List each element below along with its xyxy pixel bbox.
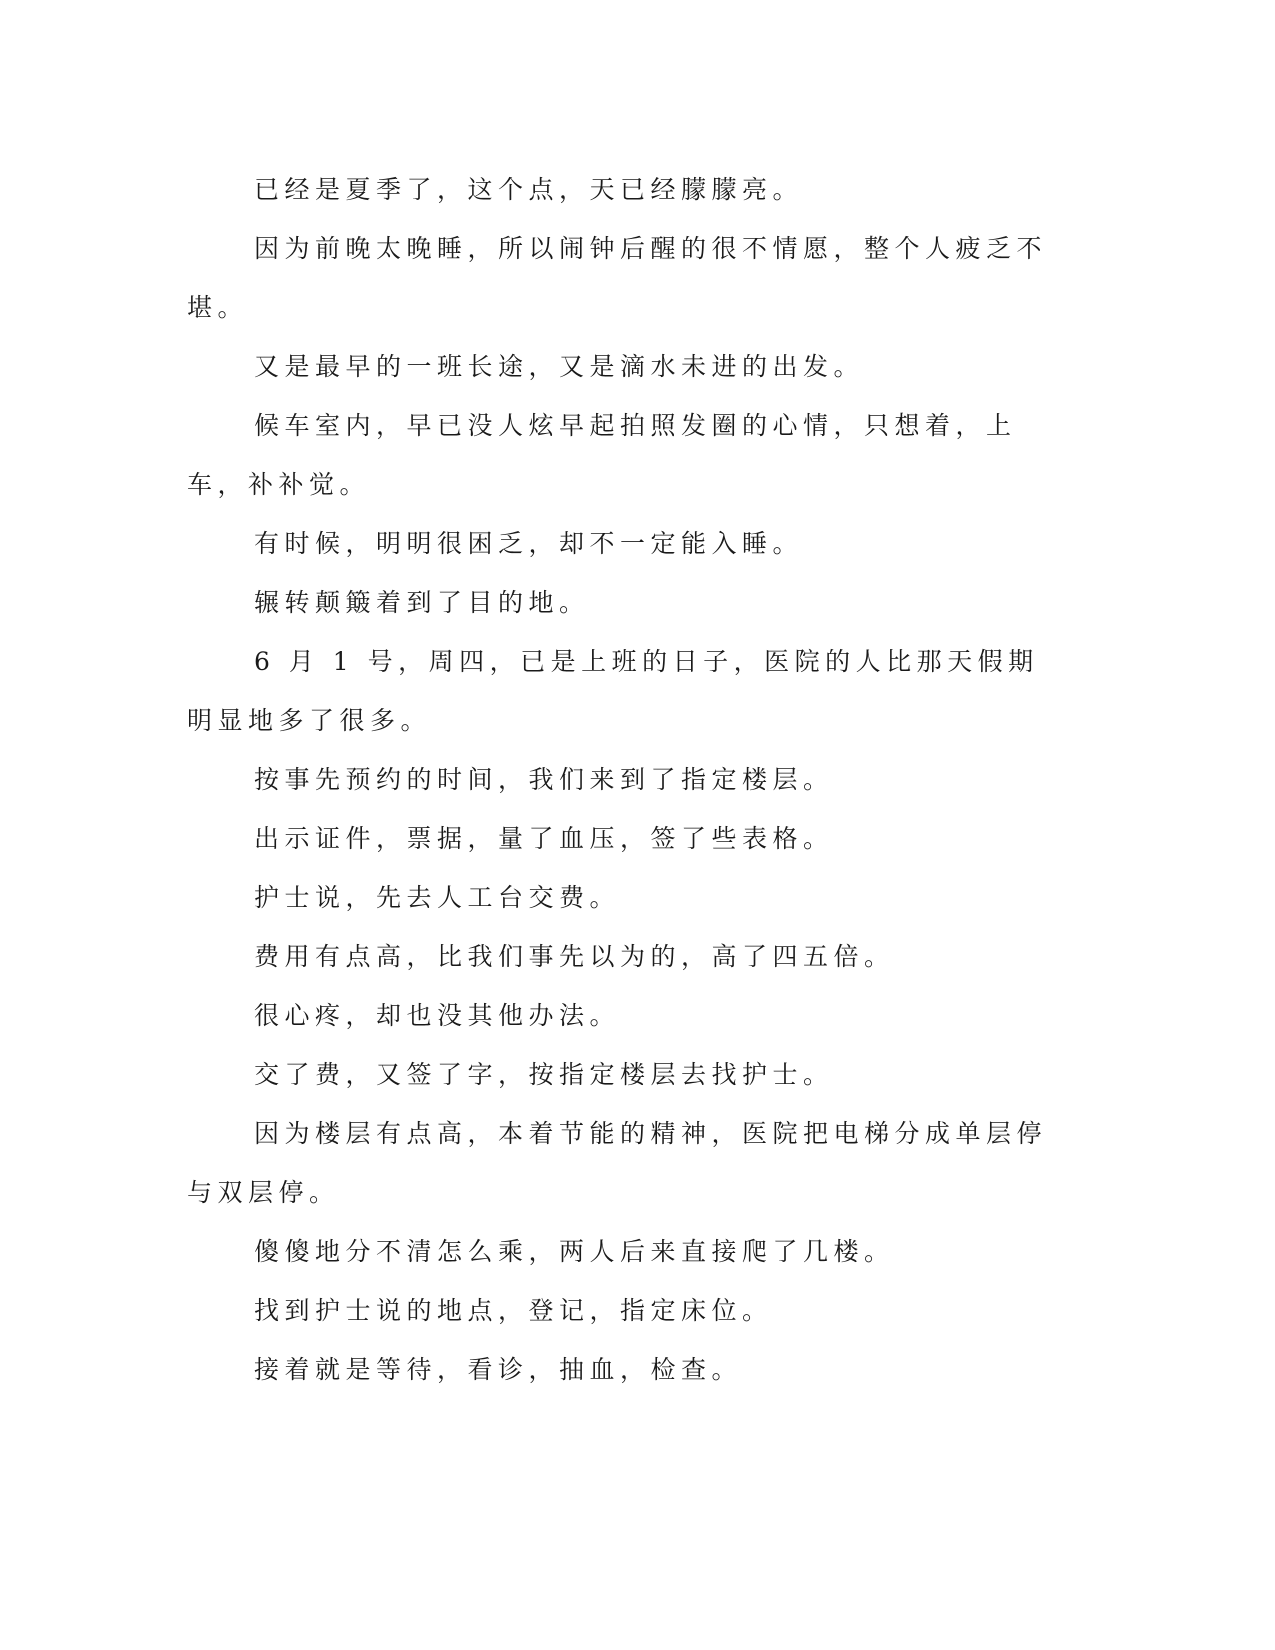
paragraph-16: 找到护士说的地点，登记，指定床位。 xyxy=(254,1296,773,1325)
paragraph-4: 候车室内，早已没人炫早起拍照发圈的心情，只想着，上车，补补觉。 xyxy=(187,411,1017,499)
paragraph-11: 费用有点高，比我们事先以为的，高了四五倍。 xyxy=(254,942,895,971)
paragraph-12: 很心疼，却也没其他办法。 xyxy=(254,1001,621,1030)
paragraph-15: 傻傻地分不清怎么乘，两人后来直接爬了几楼。 xyxy=(254,1237,895,1266)
document-body xyxy=(187,160,1067,1399)
paragraph-6: 辗转颠簸着到了目的地。 xyxy=(254,588,590,617)
paragraph-2: 因为前晚太晚睡，所以闹钟后醒的很不情愿，整个人疲乏不堪。 xyxy=(187,234,1048,322)
paragraph-7: 6 月 1 号，周四，已是上班的日子，医院的人比那天假期明显地多了很多。 xyxy=(187,647,1039,735)
paragraph-1: 已经是夏季了，这个点，天已经朦朦亮。 xyxy=(254,175,804,204)
paragraph-13: 交了费，又签了字，按指定楼层去找护士。 xyxy=(254,1060,834,1089)
paragraph-5: 有时候，明明很困乏，却不一定能入睡。 xyxy=(254,529,804,558)
paragraph-14: 因为楼层有点高，本着节能的精神，医院把电梯分成单层停与双层停。 xyxy=(187,1119,1048,1207)
paragraph-10: 护士说，先去人工台交费。 xyxy=(254,883,621,912)
paragraph-17: 接着就是等待，看诊，抽血，检查。 xyxy=(254,1355,743,1384)
paragraph-8: 按事先预约的时间，我们来到了指定楼层。 xyxy=(254,765,834,794)
paragraph-3: 又是最早的一班长途，又是滴水未进的出发。 xyxy=(254,352,865,381)
paragraph-9: 出示证件，票据，量了血压，签了些表格。 xyxy=(254,824,834,853)
